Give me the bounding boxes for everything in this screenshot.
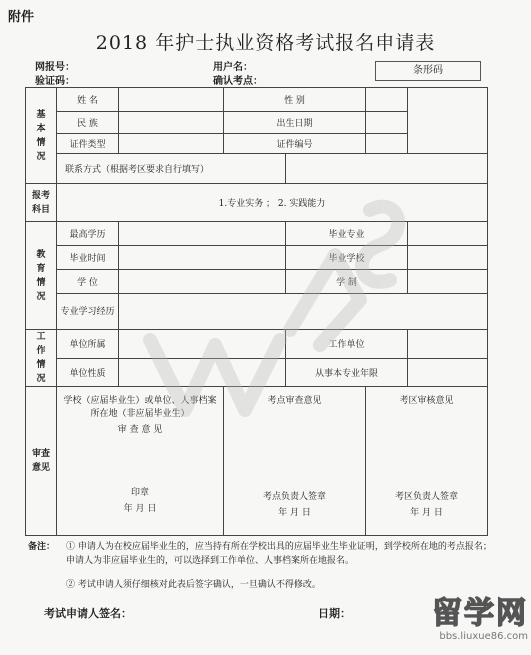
degree-label: 学 位 bbox=[57, 270, 119, 294]
school-review-text: 学校（应届毕业生）或单位、人事档案所在地（非应届毕业生） bbox=[63, 396, 217, 419]
school-label: 毕业学校 bbox=[286, 246, 408, 270]
work-unit-label: 工作单位 bbox=[286, 330, 408, 359]
school-review-cell[interactable] bbox=[57, 387, 224, 536]
name-label: 姓 名 bbox=[57, 88, 119, 112]
school-review-date: 年 月 日 bbox=[123, 504, 157, 514]
brand-logo-text: 留学网 bbox=[432, 596, 528, 631]
school-field[interactable] bbox=[408, 246, 488, 270]
page-title: 2018 年护士执业资格考试报名申请表 bbox=[95, 32, 436, 54]
unit-affiliation-label: 单位所属 bbox=[57, 330, 119, 359]
ethnicity-label: 民 族 bbox=[57, 112, 119, 134]
unit-nature-field[interactable] bbox=[119, 358, 286, 387]
contact-label: 联系方式（根据考区要求自行填写） bbox=[57, 154, 286, 184]
basic-section: 基本情况 bbox=[26, 88, 57, 184]
district-review-date: 年 月 日 bbox=[410, 508, 443, 518]
id-number-field[interactable] bbox=[366, 134, 408, 154]
site-review-title: 考点审查意见 bbox=[267, 396, 322, 406]
school-review-title: 审 查 意 见 bbox=[117, 425, 163, 435]
confirm-site-label: 确认考点： bbox=[213, 76, 263, 87]
education-section: 教育情况 bbox=[26, 222, 57, 330]
id-number-label: 证件编号 bbox=[224, 134, 366, 154]
note-1: ① 申请人为在校应届毕业生的，应当持有所在学校出具的应届毕业生毕业证明，到学校所在地的考点报名；申请人为非应届毕业生的，可以选择到工作单位、人事档案所在地报名。 bbox=[66, 542, 492, 566]
gender-label: 性 别 bbox=[224, 88, 366, 112]
unit-affiliation-field[interactable] bbox=[119, 330, 286, 359]
gender-field[interactable] bbox=[366, 88, 408, 112]
unit-nature-label: 单位性质 bbox=[57, 358, 119, 387]
site-review-date: 年 月 日 bbox=[278, 508, 311, 518]
site-sign-label: 考点负责人签章 bbox=[262, 492, 326, 502]
work-section: 工作情况 bbox=[26, 330, 57, 387]
degree-field[interactable] bbox=[119, 270, 286, 294]
online-no-label: 网报号： bbox=[35, 62, 75, 73]
brand-url: bbs.liuxue86.com bbox=[439, 631, 528, 642]
name-field[interactable] bbox=[119, 88, 224, 112]
birthdate-field[interactable] bbox=[366, 112, 408, 134]
duration-field[interactable] bbox=[408, 270, 488, 294]
id-type-field[interactable] bbox=[119, 134, 224, 154]
district-review-cell[interactable] bbox=[366, 387, 488, 536]
notes-label: 备注： bbox=[28, 542, 56, 552]
highest-degree-field[interactable] bbox=[119, 222, 286, 246]
highest-degree-label: 最高学历 bbox=[57, 222, 119, 246]
years-label: 从事本专业年限 bbox=[286, 358, 408, 387]
id-type-label: 证件类型 bbox=[57, 134, 119, 154]
ethnicity-field[interactable] bbox=[119, 112, 224, 134]
birthdate-label: 出生日期 bbox=[224, 112, 366, 134]
exam-section: 报考科目 bbox=[26, 184, 57, 222]
photo-box[interactable] bbox=[408, 88, 488, 154]
attachment-label: 附件 bbox=[8, 10, 35, 25]
district-sign-label: 考区负责人签章 bbox=[394, 492, 458, 502]
duration-label: 学 制 bbox=[286, 270, 408, 294]
contact-field[interactable] bbox=[286, 154, 488, 184]
years-field[interactable] bbox=[408, 358, 488, 387]
grad-time-label: 毕业时间 bbox=[57, 246, 119, 270]
major-label: 毕业专业 bbox=[286, 222, 408, 246]
signature-date-label: 日期： bbox=[318, 607, 351, 620]
seal-label: 印章 bbox=[130, 488, 149, 498]
application-form bbox=[25, 87, 488, 536]
study-history-field[interactable] bbox=[119, 294, 488, 330]
work-unit-field[interactable] bbox=[408, 330, 488, 359]
username-label: 用户名： bbox=[213, 62, 253, 73]
site-review-cell[interactable] bbox=[224, 387, 366, 536]
exam-subjects: 1.专业实务 ； 2. 实践能力 bbox=[57, 184, 488, 222]
grad-time-field[interactable] bbox=[119, 246, 286, 270]
brand-watermark bbox=[360, 597, 528, 647]
note-2: ② 考试申请人须仔细核对此表后签字确认，一旦确认不得修改。 bbox=[66, 580, 321, 590]
review-section: 审查意见 bbox=[26, 387, 57, 536]
barcode-box: 条形码 bbox=[375, 61, 481, 81]
applicant-signature-label: 考试申请人签名： bbox=[44, 607, 132, 620]
district-review-title: 考区审核意见 bbox=[399, 396, 454, 406]
verify-code-label: 验证码： bbox=[35, 76, 75, 87]
study-history-label: 专业学习经历 bbox=[57, 294, 119, 330]
major-field[interactable] bbox=[408, 222, 488, 246]
